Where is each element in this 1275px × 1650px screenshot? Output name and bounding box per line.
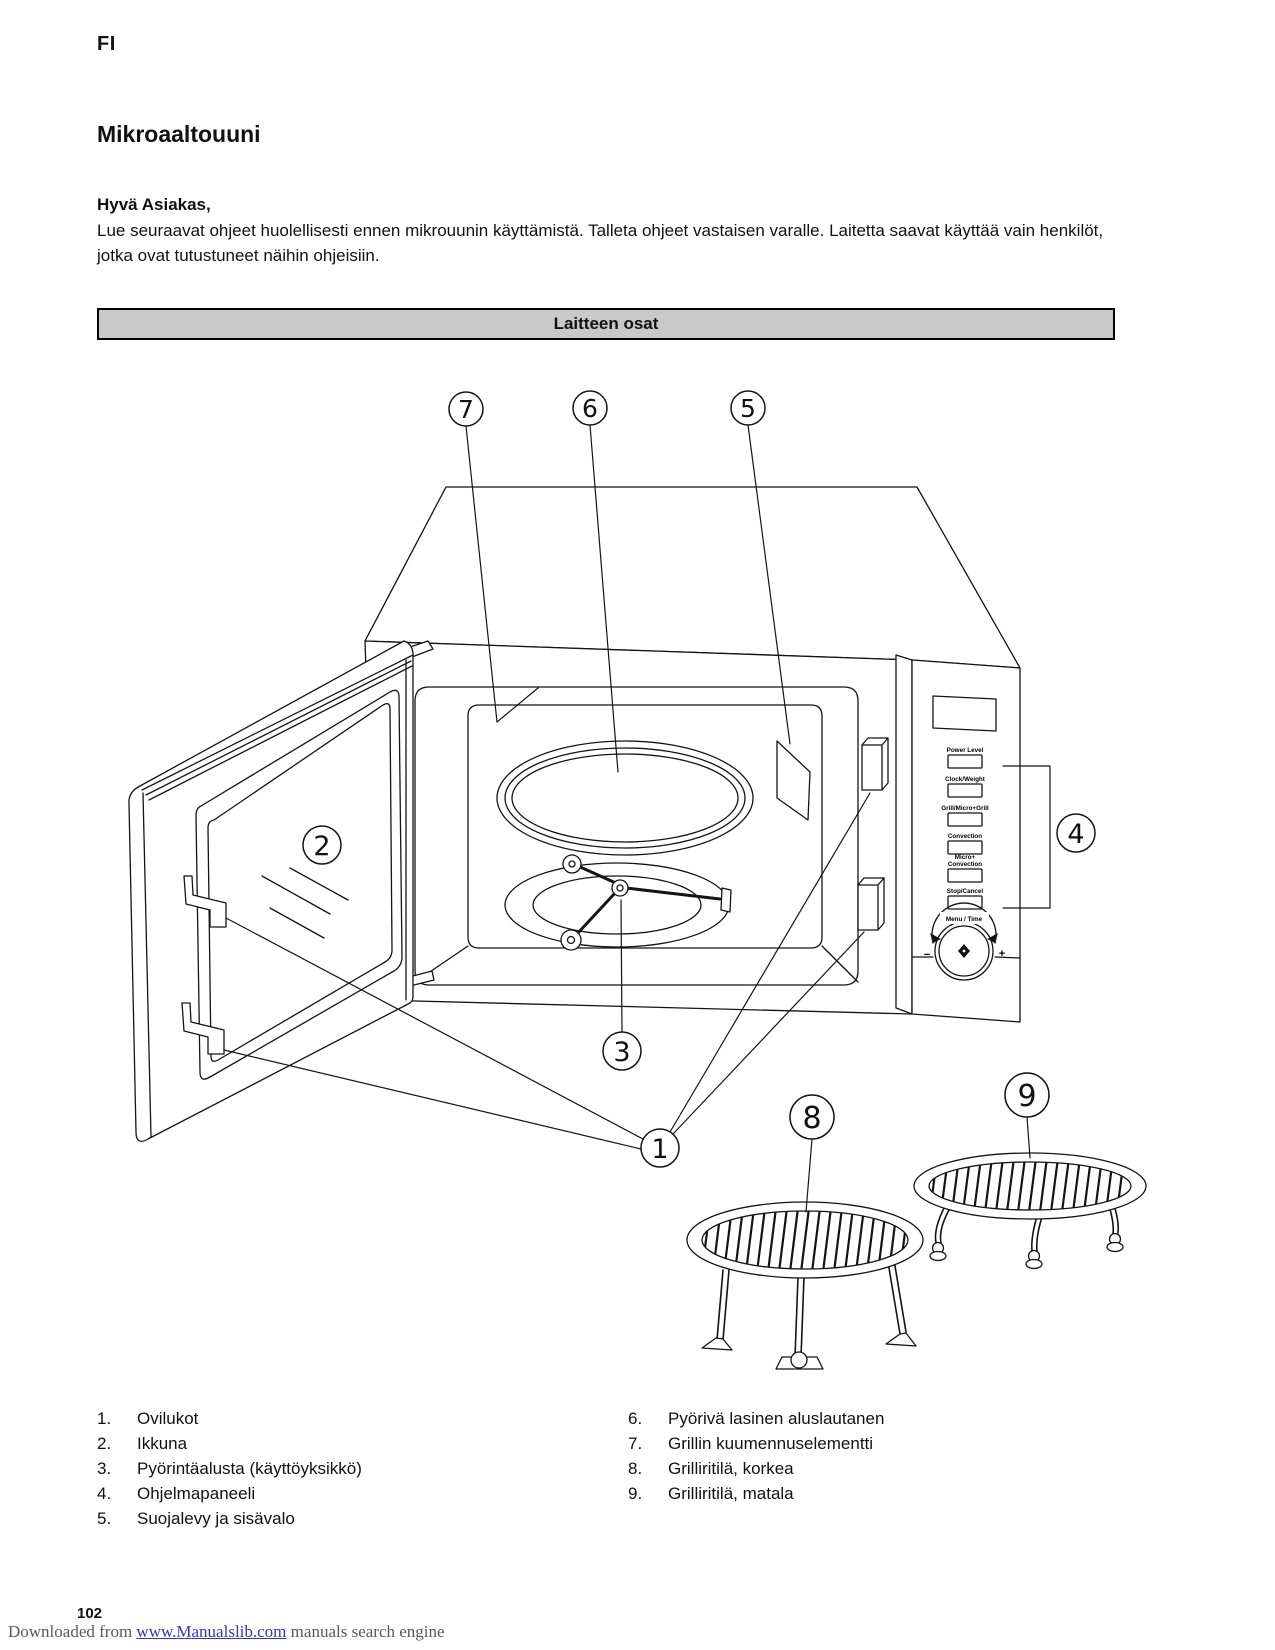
item-number: 6.: [628, 1409, 643, 1428]
item-label: Grillin kuumennuselementti: [668, 1434, 874, 1453]
list-item: [628, 1406, 1148, 1431]
dial-plus-label: +: [998, 948, 1006, 960]
section-header-label: Laitteen osat: [553, 314, 659, 333]
callout-9: 9: [1017, 1079, 1037, 1114]
clock-weight-label: Clock/Weight: [945, 776, 985, 783]
callout-1: 1: [651, 1134, 669, 1165]
item-label: Grilliritilä, matala: [668, 1484, 794, 1503]
manualslib-link[interactable]: www.Manualslib.com: [136, 1622, 287, 1641]
intro-paragraph: Lue seuraavat ohjeet huolellisesti ennen mikrouunin käyttämistä. Talleta ohjeet vastaisen varalle. Laitetta saavat käyttää vain henkilöt, jotka ovat tutustuneet näihin ohjeisiin.: [97, 221, 1104, 265]
item-label: Pyörivä lasinen aluslautanen: [668, 1409, 885, 1428]
micro-convection-label-1: Micro+: [954, 854, 976, 861]
item-number: 3.: [97, 1459, 112, 1478]
callout-8: 8: [802, 1101, 822, 1136]
dial-minus-label: −: [923, 949, 931, 961]
oven-cavity: [415, 687, 858, 985]
parts-list-right: [628, 1406, 1148, 1506]
callout-4: 4: [1067, 819, 1085, 850]
footer-prefix: Downloaded from: [8, 1622, 133, 1641]
item-label: Ohjelmapaneeli: [137, 1484, 256, 1503]
language-code: FI: [97, 33, 116, 55]
micro-convection-label-2: Convection: [947, 861, 983, 868]
list-item: [97, 1506, 617, 1531]
item-number: 2.: [97, 1434, 112, 1453]
item-number: 1.: [97, 1409, 112, 1428]
footer-watermark: [8, 1622, 445, 1642]
stop-cancel-label: Stop/Cancel: [946, 888, 984, 895]
list-item: [628, 1456, 1148, 1481]
item-number: 8.: [628, 1459, 643, 1478]
callout-2: 2: [313, 831, 331, 862]
page-title: Mikroaaltouuni: [97, 121, 261, 147]
list-item: [628, 1481, 1148, 1506]
menu-time-label: Menu / Time: [945, 916, 983, 923]
item-label: Ikkuna: [137, 1434, 188, 1453]
footer-suffix: manuals search engine: [290, 1622, 445, 1641]
item-label: Suojalevy ja sisävalo: [137, 1509, 295, 1528]
list-item: [97, 1431, 617, 1456]
page-number: 102: [77, 1605, 103, 1622]
list-item: [628, 1431, 1148, 1456]
display-window: [933, 696, 996, 731]
grill-rack-high: [687, 1202, 923, 1369]
list-item: [97, 1406, 617, 1431]
list-item: [97, 1481, 617, 1506]
list-item: [97, 1456, 617, 1481]
item-number: 5.: [97, 1509, 112, 1528]
callout-5: 5: [740, 394, 756, 423]
item-number: 9.: [628, 1484, 643, 1503]
item-label: Ovilukot: [137, 1409, 199, 1428]
convection-label: Convection: [947, 833, 983, 840]
callout-6: 6: [582, 394, 598, 423]
item-label: Pyörintäalusta (käyttöyksikkö): [137, 1459, 362, 1478]
callout-7: 7: [458, 395, 474, 424]
oven-door: [129, 641, 413, 1141]
parts-list-left: [97, 1406, 617, 1531]
item-number: 4.: [97, 1484, 112, 1503]
item-label: Grilliritilä, korkea: [668, 1459, 794, 1478]
callout-3: 3: [613, 1037, 631, 1068]
grill-rack-low: [914, 1153, 1146, 1269]
grill-micro-grill-label: Grill/Micro+Grill: [941, 805, 989, 812]
greeting-line: Hyvä Asiakas,: [97, 195, 211, 214]
item-number: 7.: [628, 1434, 643, 1453]
power-level-label: Power Level: [946, 747, 984, 754]
